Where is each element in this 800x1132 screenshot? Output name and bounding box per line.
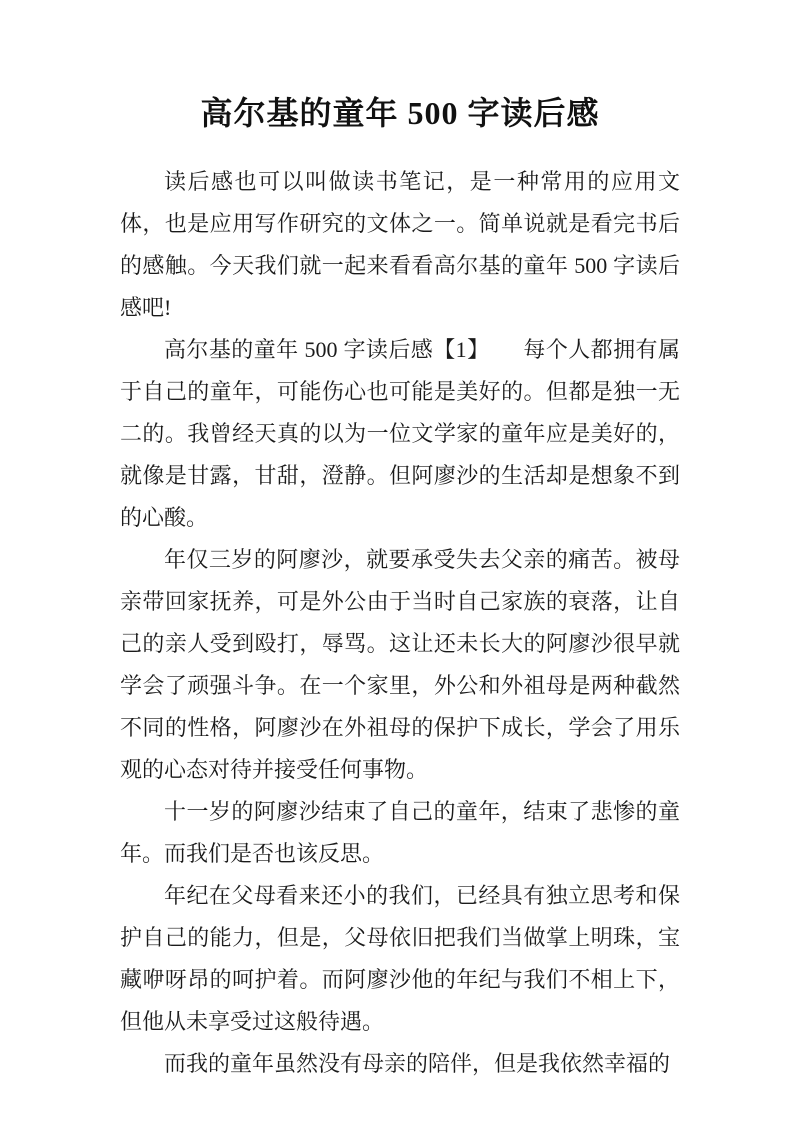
document-title: 高尔基的童年 500 字读后感 [200,95,600,131]
paragraph-intro: 读后感也可以叫做读书笔记，是一种常用的应用文体，也是应用写作研究的文体之一。简单说就是看完书后的感触。今天我们就一起来看看高尔基的童年 500 字读后感吧! [120,169,680,320]
paragraph-my-childhood: 而我的童年虽然没有母亲的陪伴，但是我依然幸福的 [164,1051,671,1076]
paragraph-reflection: 十一岁的阿廖沙结束了自己的童年，结束了悲惨的童年。而我们是否也该反思。 [120,799,680,866]
paragraph-essay-1-opening: 高尔基的童年 500 字读后感【1】 每个人都拥有属于自己的童年，可能伤心也可能是美好的。但都是独一无二的。我曾经天真的以为一位文学家的童年应是美好的，就像是甘露，甘甜，澄静。但阿廖沙的生活却是想象不到的心酸。 [120,337,680,530]
document-body [120,161,680,1085]
paragraph-comparison: 年纪在父母看来还小的我们，已经具有独立思考和保护自己的能力，但是，父母依旧把我们当做掌上明珠，宝藏咿呀昂的呵护着。而阿廖沙他的年纪与我们不相上下，但他从未享受过这般待遇。 [120,883,680,1034]
paragraph-alyosha-childhood: 年仅三岁的阿廖沙，就要承受失去父亲的痛苦。被母亲带回家抚养，可是外公由于当时自己家族的衰落，让自己的亲人受到殴打，辱骂。这让还未长大的阿廖沙很早就学会了顽强斗争。在一个家里，外公和外祖母是两种截然不同的性格，阿廖沙在外祖母的保护下成长，学会了用乐观的心态对待并接受任何事物。 [120,547,680,782]
